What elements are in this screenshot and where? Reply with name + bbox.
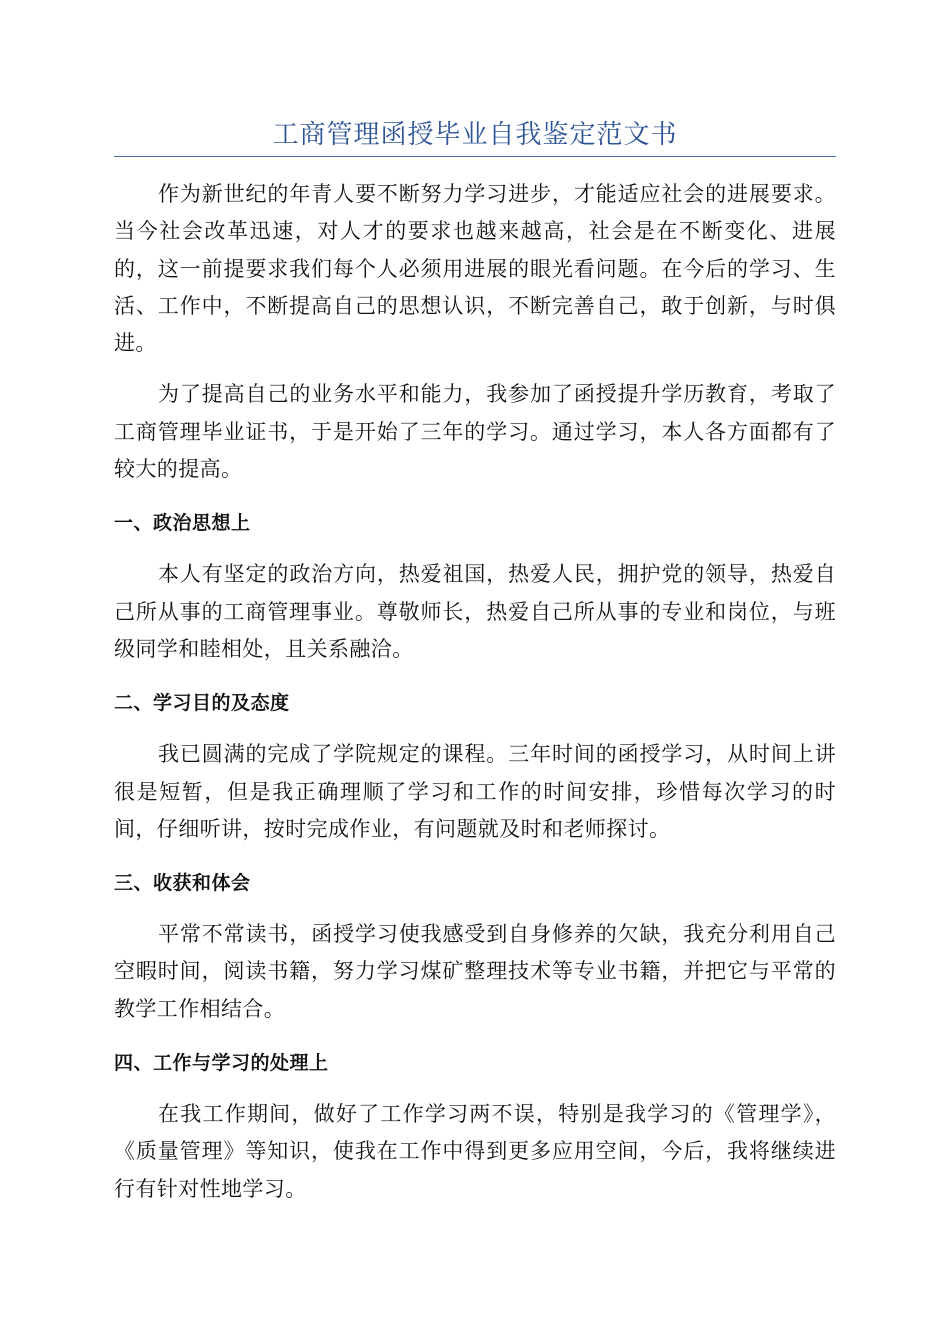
section-heading-gains: 三、收获和体会 [114, 872, 251, 895]
section-body-study-purpose: 我已圆满的完成了学院规定的课程。三年时间的函授学习，从时间上讲很是短暂，但是我正确理顺了学习和工作的时间安排，珍惜每次学习的时间，仔细听讲，按时完成作业，有问题就及时和老师探讨。 [114, 742, 836, 841]
document-title: 工商管理函授毕业自我鉴定范文书 [272, 120, 678, 150]
section-heading-politics: 一、政治思想上 [114, 512, 251, 535]
title-block [114, 108, 836, 157]
intro-paragraph-1: 作为新世纪的年青人要不断努力学习进步，才能适应社会的进展要求。当今社会改革迅速，对人才的要求也越来越高，社会是在不断变化、进展的，这一前提要求我们每个人必须用进展的眼光看问题。在今后的学习、生活、工作中，不断提高自己的思想认识，不断完善自己，敢于创新，与时俱进。 [114, 182, 836, 356]
document-body [114, 176, 836, 1222]
intro-paragraph-2: 为了提高自己的业务水平和能力，我参加了函授提升学历教育，考取了工商管理毕业证书，于是开始了三年的学习。通过学习，本人各方面都有了较大的提高。 [114, 382, 836, 482]
section-heading-work-study: 四、工作与学习的处理上 [114, 1052, 329, 1075]
section-heading-study-purpose: 二、学习目的及态度 [114, 692, 290, 715]
section-body-work-study: 在我工作期间，做好了工作学习两不误，特别是我学习的《管理学》，《质量管理》等知识，使我在工作中得到更多应用空间，今后，我将继续进行有针对性地学习。 [114, 1102, 836, 1201]
section-body-politics: 本人有坚定的政治方向，热爱祖国，热爱人民，拥护党的领导，热爱自己所从事的工商管理事业。尊敬师长，热爱自己所从事的专业和岗位，与班级同学和睦相处，且关系融洽。 [114, 562, 836, 661]
section-body-gains: 平常不常读书，函授学习使我感受到自身修养的欠缺，我充分利用自己空暇时间，阅读书籍，努力学习煤矿整理技术等专业书籍，并把它与平常的教学工作相结合。 [114, 922, 836, 1021]
